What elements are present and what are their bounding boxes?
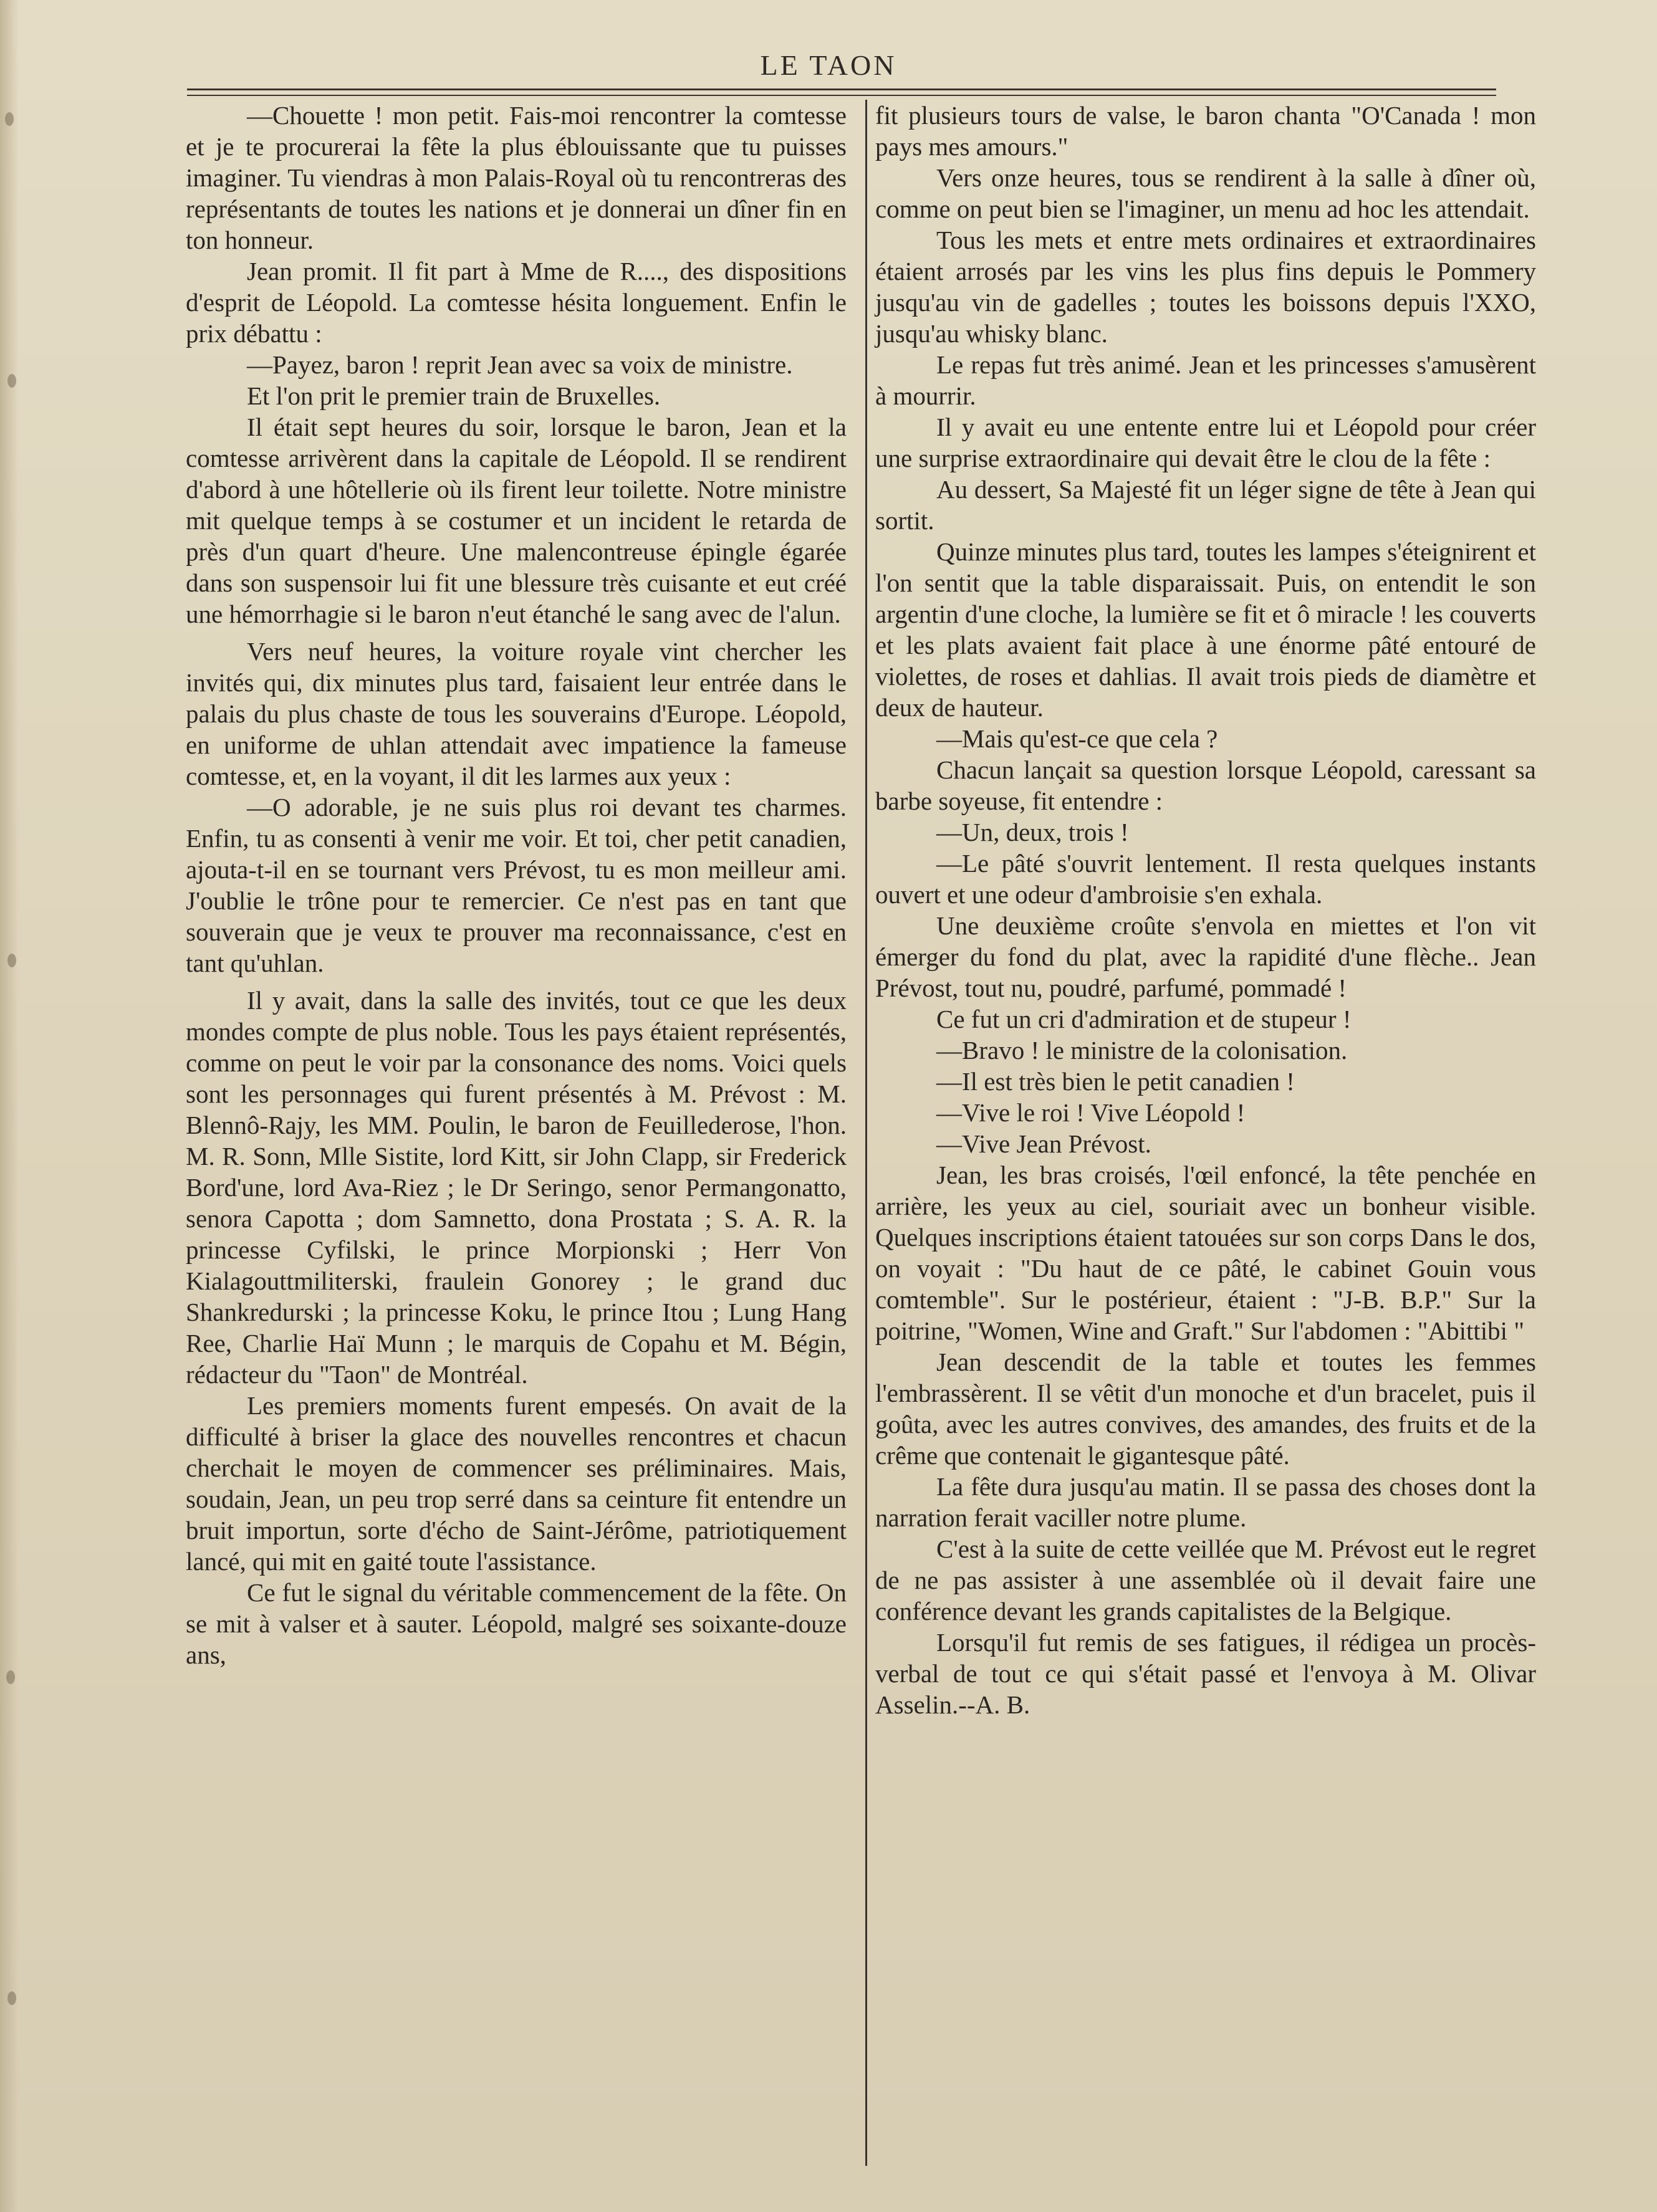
paragraph: —Bravo ! le ministre de la colonisation. [936, 1036, 1348, 1065]
paragraph: Au dessert, Sa Majesté fit un léger signe de tête à Jean qui sortit. [875, 475, 1536, 535]
paragraph: Ce fut un cri d'admiration et de stupeur ! [936, 1005, 1352, 1033]
paragraph: —Mais qu'est-ce que cela ? [936, 724, 1218, 753]
paragraph: Jean promit. Il fit part à Mme de R...., des dispositions d'esprit de Léopold. La comtesse hésita longuement. Enfin le prix débattu : [186, 257, 847, 348]
binding-hole-mark [7, 1991, 16, 2005]
paragraph: Le repas fut très animé. Jean et les princesses s'amusèrent à mourrir. [875, 350, 1536, 410]
paragraph: —Payez, baron ! reprit Jean avec sa voix de ministre. [247, 350, 793, 379]
paragraph: Une deuxième croûte s'envola en miettes et l'on vit émerger du fond du plat, avec la rapidité d'une flèche.. Jean Prévost, tout nu, poudré, parfumé, pommadé ! [875, 911, 1536, 1002]
paragraph: fit plusieurs tours de valse, le baron chanta "O'Canada ! mon pays mes amours." [875, 101, 1536, 161]
paragraph: Jean, les bras croisés, l'œil enfoncé, la tête penchée en arrière, les yeux au ciel, souriait avec un bonheur visible. Quelques inscriptions étaient tatouées sur son corps Dans le dos, on voyait : "Du haut de ce pâté, le cabinet Gouin vous comtemble". Sur le postérieur, étaient : "J-B. B.P." Sur la poitrine, "Women, Wine and Graft." Sur l'abdomen : "Abittibi " [875, 1161, 1536, 1345]
paragraph: —Le pâté s'ouvrit lentement. Il resta quelques instants ouvert et une odeur d'ambroisie s'en exhala. [875, 849, 1536, 909]
paragraph: —Vive Jean Prévost. [936, 1129, 1151, 1158]
right-column [875, 100, 1536, 1720]
paragraph: Chacun lançait sa question lorsque Léopold, caressant sa barbe soyeuse, fit entendre : [875, 755, 1536, 815]
paragraph: —Vive le roi ! Vive Léopold ! [936, 1098, 1246, 1127]
paragraph: —O adorable, je ne suis plus roi devant tes charmes. Enfin, tu as consenti à venir me voir. Et toi, cher petit canadien, ajouta-t-il en se tournant vers Prévost, tu es mon meilleur ami. J'oublie le trône pour te remercier. Ce n'est pas en tant que souverain que je veux te prouver ma reconnaissance, c'est en tant qu'uhlan. [186, 793, 847, 977]
column-divider [865, 100, 867, 2166]
binding-hole-mark [5, 112, 14, 126]
paragraph: La fête dura jusqu'au matin. Il se passa des choses dont la narration ferait vaciller notre plume. [875, 1472, 1536, 1532]
paragraph: Quinze minutes plus tard, toutes les lampes s'éteignirent et l'on sentit que la table disparaissait. Puis, on entendit le son argentin d'une cloche, la lumière se fit et ô miracle ! les couverts et les plats avaient fait place à une énorme pâté entouré de violettes, de roses et dahlias. Il avait trois pieds de diamètre et deux de hauteur. [875, 537, 1536, 722]
header-rule [187, 89, 1496, 90]
binding-hole-mark [6, 1670, 15, 1684]
paragraph: Il y avait, dans la salle des invités, tout ce que les deux mondes compte de plus noble. Tous les pays étaient représentés, comme on peut le voir par la consonance des noms. Voici quels sont les personnages qui furent présentés à M. Prévost : M. Blennô-Rajy, les MM. Poulin, le baron de Feuillederose, l'hon. M. R. Sonn, Mlle Sistite, lord Kitt, sir John Clapp, sir Frederick Bord'une, lord Ava-Riez ; le Dr Seringo, senor Permangonatto, senora Capotta ; dom Samnetto, dona Prostata ; S. A. R. la princesse Cyfilski, le prince Morpionski ; Herr Von Kialagouttmiliterski, fraulein Gonorey ; le grand duc Shankredurski ; la princesse Koku, le prince Itou ; Lung Hang Ree, Charlie Haï Munn ; le marquis de Copahu et M. Bégin, rédacteur du "Taon" de Montréal. [186, 986, 847, 1389]
paragraph: Et l'on prit le premier train de Bruxelles. [247, 381, 661, 410]
paragraph: Jean descendit de la table et toutes les femmes l'embrassèrent. Il se vêtit d'un monoche et d'un bracelet, puis il goûta, avec les autres convives, des amandes, des fruits et de la crême que contenait le gigantesque pâté. [875, 1348, 1536, 1470]
paragraph: —Chouette ! mon petit. Fais-moi rencontrer la comtesse et je te procurerai la fête la plus éblouissante que tu puisses imaginer. Tu viendras à mon Palais-Royal où tu rencontreras des représentants de toutes les nations et je donnerai un dîner fin en ton honneur. [186, 101, 847, 254]
paragraph: Ce fut le signal du véritable commencement de la fête. On se mit à valser et à sauter. Léopold, malgré ses soixante-douze ans, [186, 1578, 847, 1669]
header-rule [187, 95, 1496, 96]
paragraph: Il y avait eu une entente entre lui et Léopold pour créer une surprise extraordinaire qui devait être le clou de la fête : [875, 413, 1536, 472]
paragraph: Lorsqu'il fut remis de ses fatigues, il rédigea un procès-verbal de tout ce qui s'était passé et l'envoya à M. Olivar Asselin.--A. B. [875, 1628, 1536, 1719]
binding-hole-mark [7, 954, 16, 967]
paragraph: Tous les mets et entre mets ordinaires et extraordinaires étaient arrosés par les vins les plus fins depuis le Pommery jusqu'au vin de gadelles ; toutes les boissons depuis l'XXO, jusqu'au whisky blanc. [875, 226, 1536, 348]
paragraph: Il était sept heures du soir, lorsque le baron, Jean et la comtesse arrivèrent dans la capitale de Léopold. Il se rendirent d'abord à une hôtellerie où ils firent leur toilette. Notre ministre mit quelque temps à se costumer et un incident le retarda de près d'un quart d'heure. Une malencontreuse épingle égarée dans son suspensoir lui fit une blessure très cuisante et eut créé une hémorrhagie si le baron n'eut étanché le sang avec de l'alun. [186, 413, 847, 628]
page-edge-shadow [0, 0, 19, 2212]
paragraph: Les premiers moments furent empesés. On avait de la difficulté à briser la glace des nouvelles rencontres et chacun cherchait le moyen de commencer ses préliminaires. Mais, soudain, Jean, un peu trop serré dans sa ceinture fit entendre un bruit importun, sorte d'écho de Saint-Jérôme, patriotiquement lancé, qui mit en gaité toute l'assistance. [186, 1391, 847, 1576]
paragraph: —Il est très bien le petit canadien ! [936, 1067, 1295, 1096]
page-header-title: LE TAON [760, 49, 897, 81]
paragraph: Vers neuf heures, la voiture royale vint chercher les invités qui, dix minutes plus tard, faisaient leur entrée dans le palais du plus chaste de tous les souverains d'Europe. Léopold, en uniforme de uhlan attendait avec impatience la fameuse comtesse, et, en la voyant, il dit les larmes aux yeux : [186, 637, 847, 790]
paragraph: Vers onze heures, tous se rendirent à la salle à dîner où, comme on peut bien se l'imaginer, un menu ad hoc les attendait. [875, 163, 1536, 223]
left-column [186, 100, 847, 1670]
binding-hole-mark [7, 374, 16, 388]
paragraph: —Un, deux, trois ! [936, 818, 1129, 846]
paragraph: C'est à la suite de cette veillée que M. Prévost eut le regret de ne pas assister à une assemblée où il devait faire une conférence devant les grands capitalistes de la Belgique. [875, 1535, 1536, 1625]
